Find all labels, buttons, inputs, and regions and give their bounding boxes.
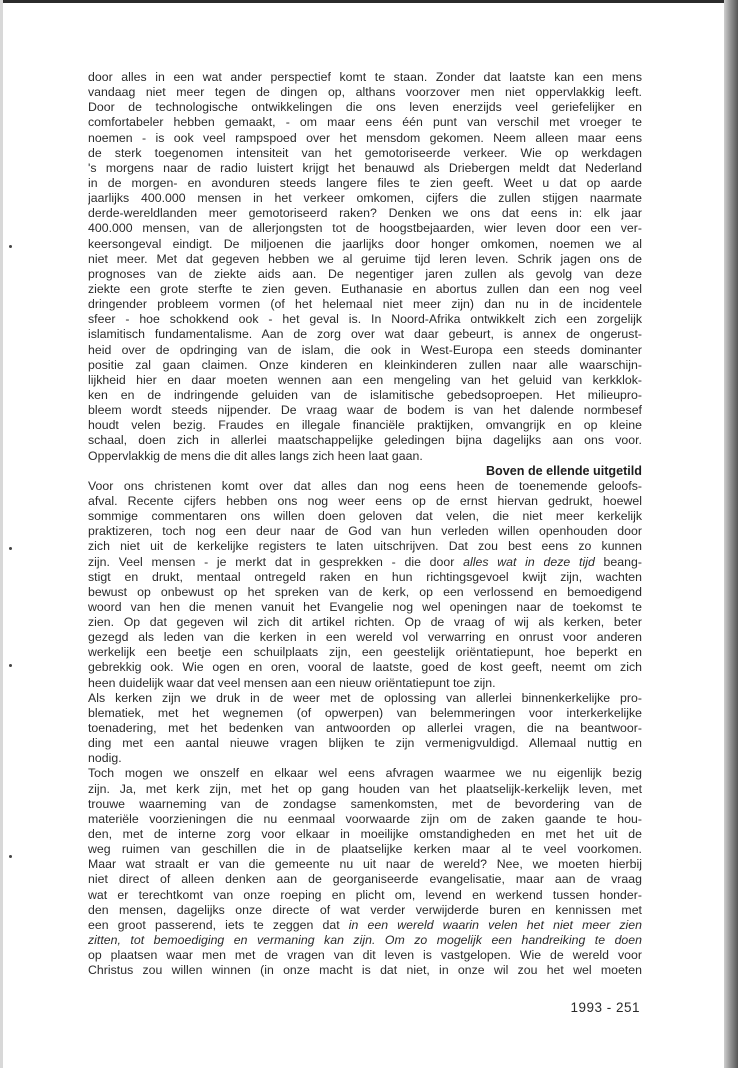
text-line: zich niet uit de kerkelijke registers te laten uitschrijven. Dat zou best eens zo kunnen [88,539,642,554]
margin-hole-mark [9,664,12,667]
text-line: den mensen, dagelijks onze directe of wat verder verwijderde buren en kennissen met [88,902,642,917]
text-line: sfeer - hoe schokkend ook - het geval is. In Noord-Afrika ontwikkelt zich een zorgelijk [88,312,642,327]
text-line: bewust op onbewust op het spreken van de kerk, op een verlossend en bemoedigend [88,584,642,599]
text-line: noemen - is ook veel rampspoed over het mensdom gekomen. Neem alleen maar eens [88,130,642,145]
text-line: niet meer. Met dat gegeven hebben we al geruime tijd leren leven. Schrik jagen ons de [88,251,642,266]
text-line: stigt en drukt, mentaal ontregeld raken en hun richtingsgevoel kwijt zijn, wachten [88,569,642,584]
text-line: 's morgens naar de radio luistert krijgt het benauwd als Driebergen meldt dat Nederland [88,160,642,175]
text-column [88,70,642,1030]
text-line: een groot passerend, iets te zeggen dat in een wereld waarin velen het niet meer zien [88,917,642,932]
text-line: werkelijk een beetje een schuilplaats zijn, een geestelijk oriëntatiepunt, hoe beperkt en [88,645,642,660]
text-line: Oppervlakkig de mens die dit alles langs zich heen laat gaan. [88,448,423,463]
text-line: dringender probleem vormen (of het helemaal niet meer zijn) dan nu in de incidentele [88,297,642,312]
text-line: jaarlijks 400.000 mensen in het verkeer omkomen, cijfers die zullen stijgen naarmate [88,191,642,206]
text-line: blematiek, met het wegnemen (of opwerpen) van belemmeringen voor interkerkelijke [88,705,642,720]
text-line: nodig. [88,751,122,766]
text-line: weg ruimen van geschillen die in de plaatselijke kerken maar al te veel voorkomen. [88,842,642,857]
margin-hole-mark [9,547,12,550]
text-line: lijkheid hier en daar moeten wennen aan een mengeling van het geluid van kerkklok- [88,372,642,387]
text-line: materiële voorzieningen die nu eenmaal voorwaarde zijn om de zaken gaande te hou- [88,811,642,826]
text-line: praktizeren, toch nog een deur naar de God van hun verleden willen openhouden door [88,524,642,539]
text-line: den, met de interne zorg voor elkaar in moeilijke omstandigheden en met het uit de [88,827,642,842]
margin-hole-mark [9,855,12,858]
text-line: woord van hen die menen vanuit het Evangelie nog wel openingen naar de toekomst te [88,599,642,614]
text-line: afval. Recente cijfers hebben ons nog weer eens op de ernst hiervan gedrukt, hoewel [88,493,642,508]
text-line: positie zal gaan claimen. Onze kinderen en kleinkinderen zullen naar alle waarschijn- [88,357,642,372]
text-line: ding met een aantal nieuwe vragen blijken te zijn vermenigvuldigd. Allemaal nuttig en [88,736,642,751]
margin-hole-mark [9,245,12,248]
text-line: derde-wereldlanden meer gemotoriseerd raken? Denken we ons dat eens in: elk jaar [88,206,642,221]
text-line: schaal, doen zich in allerlei maatschappelijke geledingen bijna dagelijks aan ons voor. [88,433,642,448]
text-line: sommige commentaren ons willen doen geloven dat velen, die niet meer kerkelijk [88,509,642,524]
text-line: ken en de indringende geluiden van de islamitische gebedsoproepen. Het milieupro- [88,387,642,402]
text-line: op plaatsen waar men met de vragen van dit leven is vastgelopen. Wie de wereld voor [88,948,642,963]
text-line: Als kerken zijn we druk in de weer met de oplossing van allerlei binnenkerkelijke pro- [88,690,642,705]
scan-border-left [0,0,3,1068]
text-line: heid over de opdringing van de islam, die ook in West-Europa een steeds dominanter [88,342,642,357]
scan-border-top [0,0,738,3]
text-line: toenadering, met het bedenken van antwoorden op allerlei vragen, die na beantwoor- [88,721,642,736]
text-line: comfortabeler hebben gemaakt, - om maar eens één punt van verschil met vroeger te [88,115,642,130]
text-line: zijn. Veel mensen - je merkt dat in gesprekken - die door alles wat in deze tijd beang- [88,554,642,569]
section-heading: Boven de ellende uitgetild [485,463,642,478]
text-line: gezegd als leden van die kerken in een wereld vol verwarring en onrust voor anderen [88,630,642,645]
text-line: zitten, tot bemoediging en vermaning kan zijn. Om zo mogelijk een handreiking te doen [88,933,642,948]
text-line: gebrekkig ook. Wie ogen en oren, vooral de laatste, goed de kost geeft, neemt om zich [88,660,642,675]
page-number: 1993 - 251 [570,1000,640,1015]
text-line: zijn. Ja, met kerk zijn, met het op gang houden van het plaatselijk-kerkelijk leven, met [88,781,642,796]
text-line: wat er terechtkomt van onze roeping en plicht om, levend en werkend tussen honder- [88,887,642,902]
text-line: heen duidelijk waar dat veel mensen aan een nieuw oriëntatiepunt toe zijn. [88,675,496,690]
text-line: vandaag niet meer tegen de dingen op, althans voorzover men niet oppervlakkig leeft. [88,85,642,100]
text-line: islamitisch fundamentalisme. Aan de zorg over wat daar gebeurt, is annex de ongerust- [88,327,642,342]
text-line: trouwe waarneming van de zondagse samenkomsten, met de bevordering van de [88,796,642,811]
text-line: bleem wordt steeds nijpender. De vraag waar de bodem is van het dalende normbesef [88,403,642,418]
text-line: 400.000 mensen, van de allerjongsten tot de hoogstbejaarden, wier leven door een ver- [88,221,642,236]
text-line: Maar wat straalt er van die gemeente nu uit naar de wereld? Nee, we moeten hierbij [88,857,642,872]
text-line: de sterk toegenomen intensiteit van het gemotoriseerde verkeer. Wie op werkdagen [88,145,642,160]
text-line: Voor ons christenen komt over dat alles dan nog eens heen de toenemende geloofs- [88,478,642,493]
text-line: keersongeval eindigt. De miljoenen die jaarlijks door honger omkomen, noemen we al [88,236,642,251]
text-line: zien. Op dat gegeven wil zich dit artikel richten. Op de vraag of wij als kerken, beter [88,615,642,630]
text-line: ziekte een grote sterfte te zien geven. Euthanasie en abortus zullen dan een nog veel [88,281,642,296]
text-line: houdt velen bezig. Fraudes en illegale financiële praktijken, omvangrijk en op kleine [88,418,642,433]
text-line: prognoses van de ziekte aids aan. De negentiger jaren zullen als gevolg van deze [88,266,642,281]
text-line: Christus zou willen winnen (in onze macht is dat niet, in onze wil zou het wel moeten [88,963,642,978]
text-line: in de morgen- en avonduren steeds langere files te zien geeft. Weet u dat op aarde [88,175,642,190]
text-line: Door de technologische ontwikkelingen die ons leven enerzijds veel geriefelijker en [88,100,642,115]
text-line: Toch mogen we onszelf en elkaar wel eens afvragen waarmee we nu eigenlijk bezig [88,766,642,781]
scan-border-right [724,0,738,1068]
text-line: door alles in een wat ander perspectief komt te staan. Zonder dat laatste kan een mens [88,70,642,84]
paragraph-block-before-heading [88,70,642,464]
paragraph-block-after-heading [88,479,642,979]
text-line: niet direct of alleen denken aan de georganiseerde evangelisatie, maar aan de vraag [88,872,642,887]
